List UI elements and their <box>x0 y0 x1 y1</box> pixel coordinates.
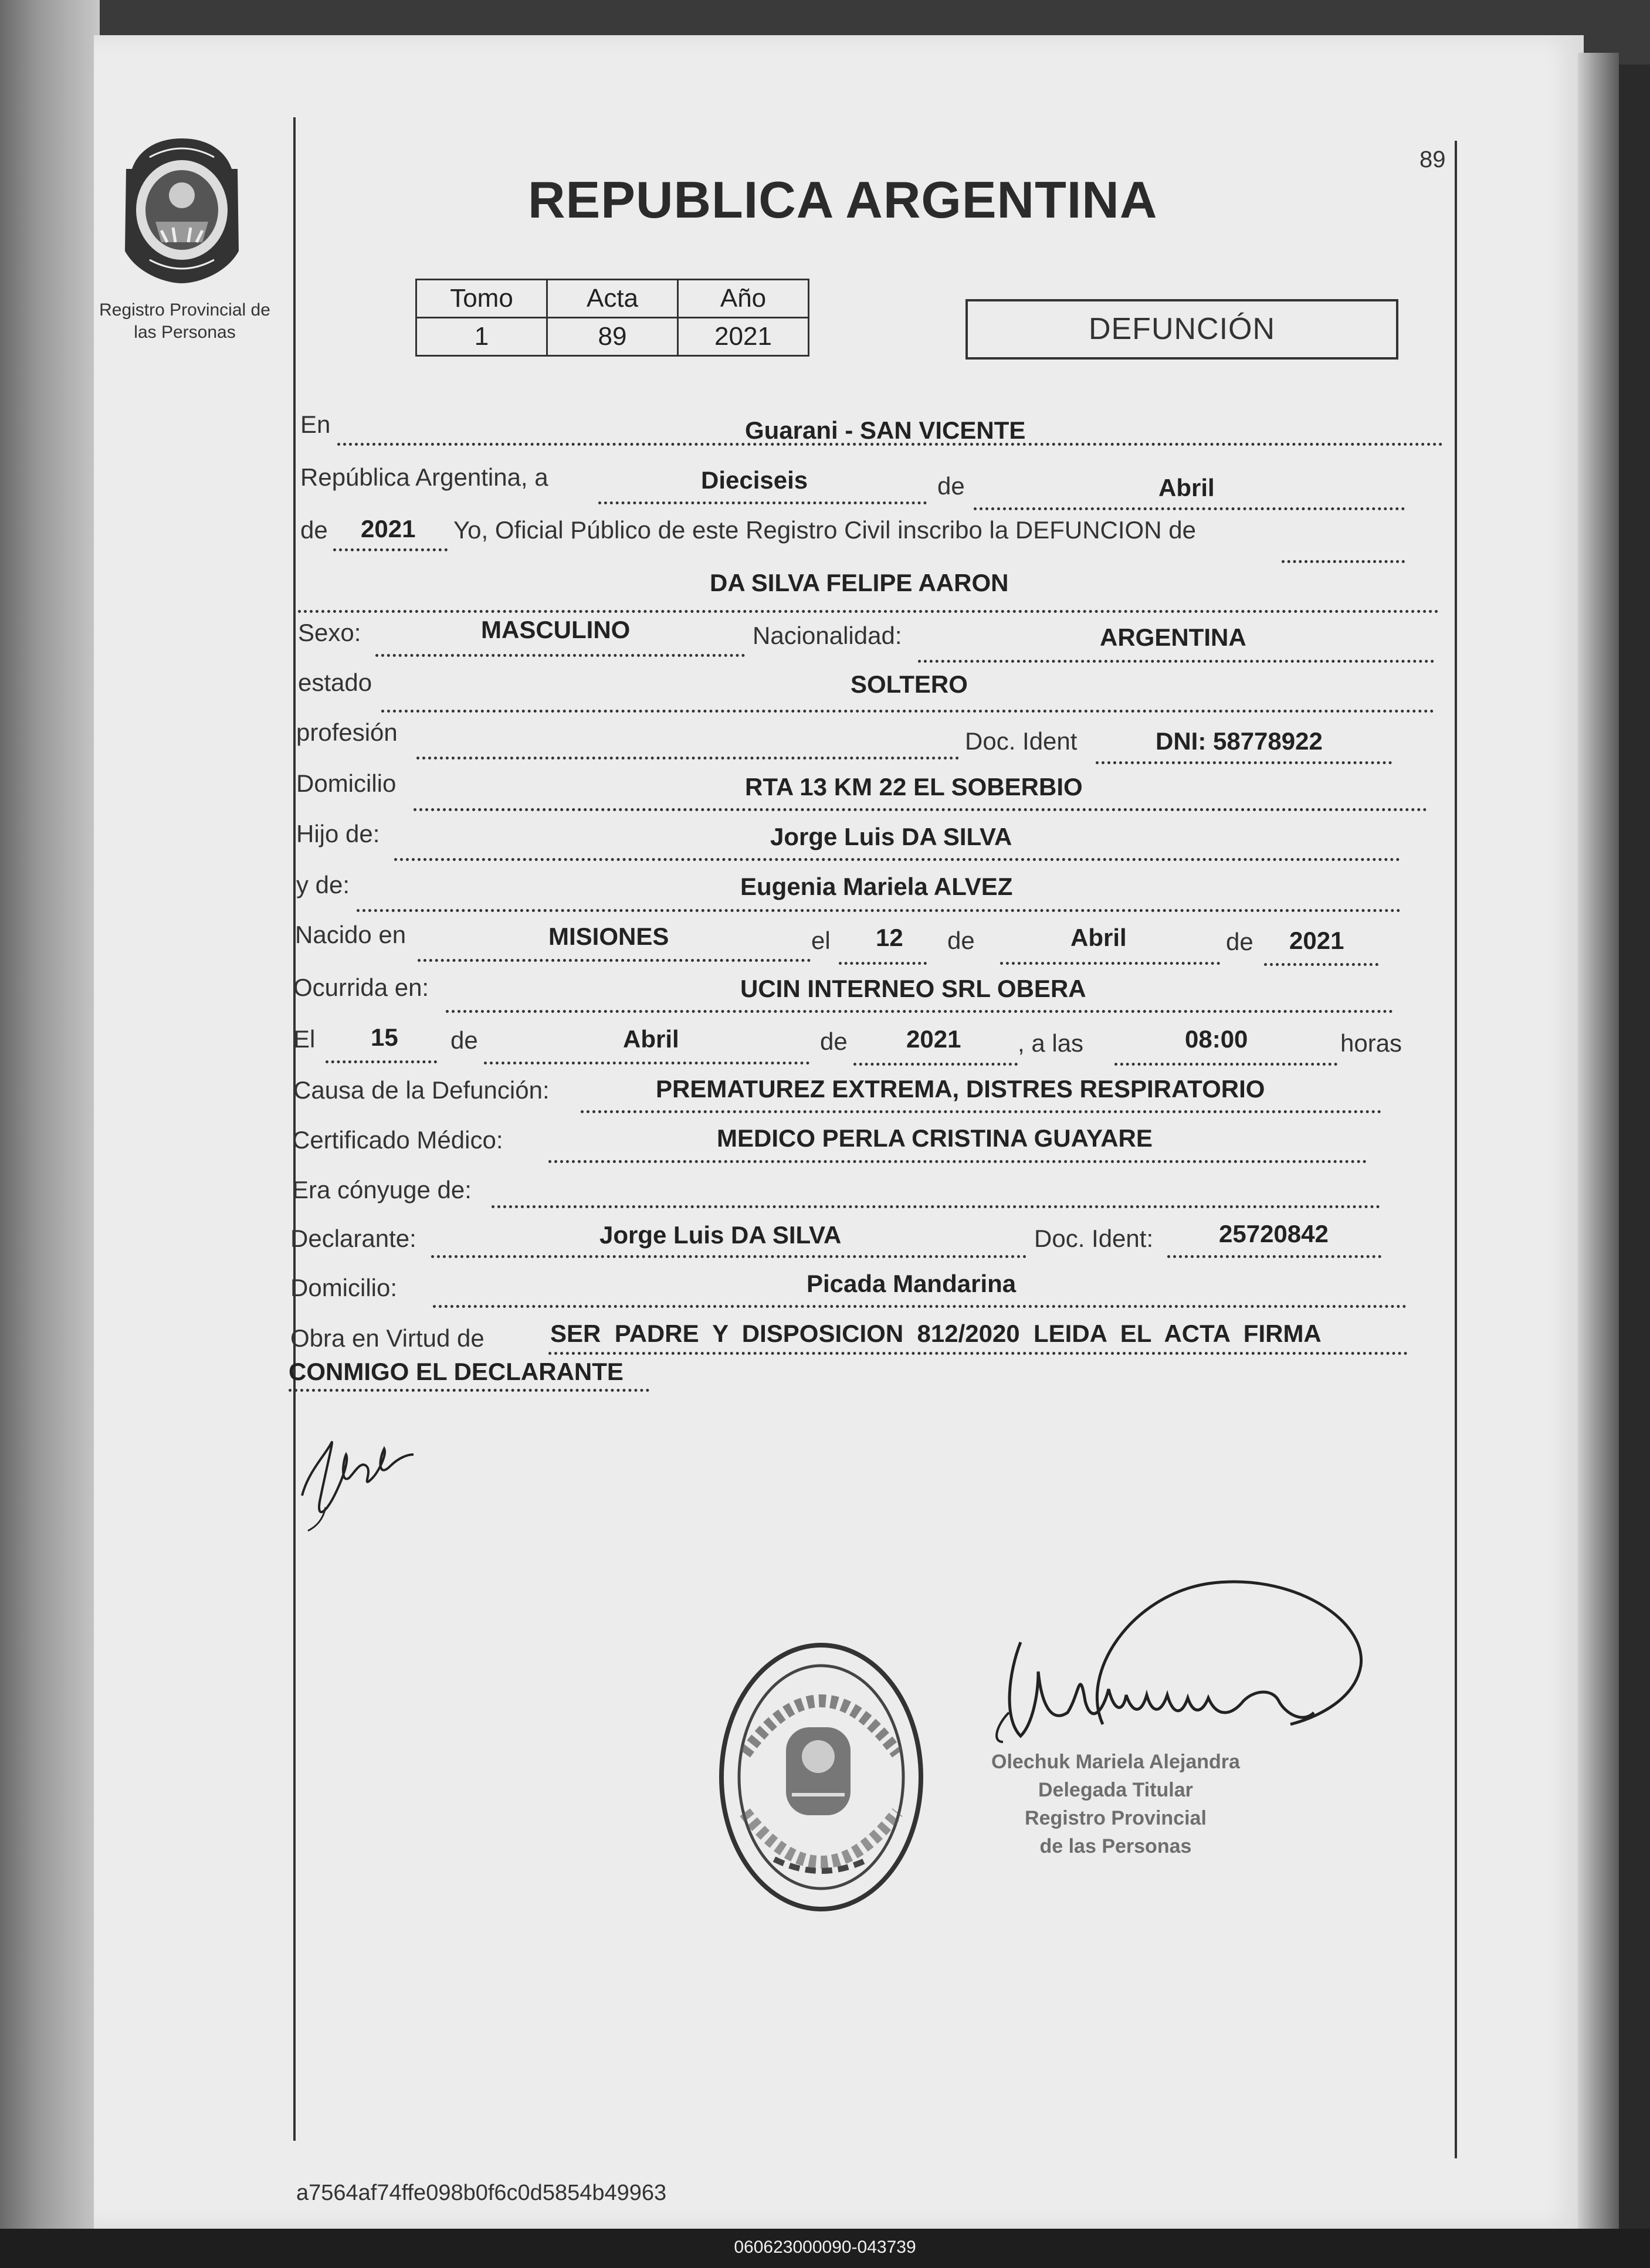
value-sexo: MASCULINO <box>481 616 631 643</box>
label-estado: estado <box>298 669 372 696</box>
value-ocurrida: UCIN INTERNEO SRL OBERA <box>740 975 1086 1002</box>
dotted-line <box>974 507 1405 510</box>
dotted-line <box>839 962 927 965</box>
page-stack-edge <box>1578 53 1619 2240</box>
dotted-line <box>416 757 959 760</box>
dotted-line <box>484 1062 809 1064</box>
index-value-anio: 2021 <box>678 318 809 356</box>
value-nacionalidad: ARGENTINA <box>1100 623 1246 651</box>
label-nacido-en: Nacido en <box>295 921 406 948</box>
registry-name: Registro Provincial de las Personas <box>99 300 270 342</box>
value-lugar: Guarani - SAN VICENTE <box>745 416 1026 444</box>
value-anio: 2021 <box>361 515 416 543</box>
value-nacido-lugar: MISIONES <box>548 923 669 950</box>
value-def-hora: 08:00 <box>1185 1025 1248 1053</box>
dotted-line <box>1114 1063 1337 1066</box>
value-domicilio: RTA 13 KM 22 EL SOBERBIO <box>745 773 1083 801</box>
dotted-line <box>433 1305 1407 1308</box>
dotted-line <box>298 610 1439 613</box>
label-ocurrida-en: Ocurrida en: <box>293 974 429 1001</box>
dotted-line <box>381 710 1434 713</box>
value-declarante: Jorge Luis DA SILVA <box>599 1221 842 1249</box>
dotted-line <box>289 1389 649 1392</box>
label-de: de <box>937 472 965 500</box>
label-domicilio2: Domicilio: <box>290 1274 398 1301</box>
dotted-line <box>394 858 1400 861</box>
label-doc-ident2: Doc. Ident: <box>1034 1225 1154 1252</box>
dotted-line <box>1282 560 1405 563</box>
index-value-tomo: 1 <box>416 318 547 356</box>
registry-stamp <box>710 1636 933 1918</box>
label-sexo: Sexo: <box>298 619 361 646</box>
label-de-o1: de <box>450 1026 478 1054</box>
dotted-line <box>326 1060 437 1063</box>
value-causa: PREMATUREZ EXTREMA, DISTRES RESPIRATORIO <box>656 1075 1265 1103</box>
dotted-line <box>446 1010 1393 1013</box>
document-title: REPUBLICA ARGENTINA <box>528 171 1158 229</box>
index-header-acta: Acta <box>547 280 678 318</box>
label-certificado: Certificado Médico: <box>292 1126 503 1154</box>
value-certificado: MEDICO PERLA CRISTINA GUAYARE <box>717 1124 1153 1152</box>
dotted-line <box>548 1352 1408 1355</box>
value-declarante-domicilio: Picada Mandarina <box>807 1270 1017 1297</box>
official-signature <box>985 1548 1384 1771</box>
label-nacionalidad: Nacionalidad: <box>753 622 902 649</box>
label-declarante: Declarante: <box>290 1225 416 1252</box>
dotted-line <box>918 660 1434 663</box>
dotted-line <box>1096 761 1392 764</box>
value-nombre: DA SILVA FELIPE AARON <box>710 569 1009 596</box>
book-cover-edge <box>1619 65 1650 2235</box>
label-el: el <box>811 927 831 954</box>
value-dia-letras: Dieciseis <box>701 466 808 494</box>
index-header-anio: Año <box>678 280 809 318</box>
record-type-box: DEFUNCIÓN <box>965 299 1398 360</box>
label-conyuge: Era cónyuge de: <box>292 1176 472 1204</box>
left-page-edge <box>0 0 100 2268</box>
page-number: 89 <box>1419 147 1446 172</box>
value-padre: Jorge Luis DA SILVA <box>770 823 1012 850</box>
dotted-line <box>375 654 745 657</box>
value-estado: SOLTERO <box>851 670 968 698</box>
value-mes: Abril <box>1158 474 1215 501</box>
dotted-line <box>431 1255 1026 1258</box>
label-horas: horas <box>1340 1029 1402 1057</box>
official-name-block: Olechuk Mariela Alejandra Delegada Titular Registro Provincial de las Personas <box>991 1751 1240 1857</box>
dotted-line <box>1264 963 1378 966</box>
label-de-o2: de <box>820 1028 848 1055</box>
dotted-line <box>598 501 927 504</box>
label-el-cap: El <box>293 1025 316 1053</box>
dotted-line <box>333 548 448 551</box>
dotted-line <box>414 808 1427 811</box>
declarant-signature <box>290 1419 425 1537</box>
right-margin-line <box>1455 141 1457 2158</box>
dotted-line <box>853 1063 1018 1066</box>
value-def-mes: Abril <box>623 1025 679 1053</box>
label-yo: Yo, Oficial Público de este Registro Civil inscribo la DEFUNCION de <box>453 516 1196 544</box>
value-def-anio: 2021 <box>906 1025 961 1053</box>
label-en: En <box>300 411 331 438</box>
value-obra-line2: CONMIGO EL DECLARANTE <box>289 1358 624 1385</box>
value-doc: DNI: 58778922 <box>1156 727 1323 755</box>
index-header-tomo: Tomo <box>416 280 547 318</box>
dotted-line <box>357 909 1401 912</box>
label-hijo-de: Hijo de: <box>296 820 380 847</box>
document-hash: a7564af74ffe098b0f6c0d5854b49963 <box>296 2181 667 2205</box>
value-nacido-mes: Abril <box>1070 924 1127 951</box>
value-def-dia: 15 <box>371 1023 398 1051</box>
value-nacido-dia: 12 <box>876 924 903 951</box>
label-a-las: , a las <box>1018 1029 1084 1057</box>
record-index-table <box>415 279 809 357</box>
dotted-line <box>581 1110 1381 1113</box>
label-obra: Obra en Virtud de <box>290 1324 485 1352</box>
dotted-line <box>418 959 811 962</box>
scan-code: 060623000090-043739 <box>734 2238 916 2257</box>
dotted-line <box>1167 1255 1381 1258</box>
value-obra-line1: SER PADRE Y DISPOSICION 812/2020 LEIDA EL ACTA FIRMA <box>550 1320 1322 1347</box>
label-de2: de <box>300 516 328 544</box>
dotted-line <box>548 1160 1367 1163</box>
label-doc-ident: Doc. Ident <box>965 727 1078 755</box>
dotted-line <box>492 1205 1380 1208</box>
label-profesion: profesión <box>296 718 398 746</box>
label-causa: Causa de la Defunción: <box>293 1076 550 1104</box>
value-nacido-anio: 2021 <box>1289 927 1344 954</box>
label-de-n2: de <box>1226 928 1253 955</box>
label-de-n1: de <box>947 927 975 954</box>
dotted-line <box>1000 962 1220 965</box>
province-seal-logo <box>114 134 249 286</box>
value-madre: Eugenia Mariela ALVEZ <box>740 873 1013 900</box>
label-domicilio: Domicilio <box>296 769 397 797</box>
index-value-acta: 89 <box>547 318 678 356</box>
label-y-de: y de: <box>296 871 350 899</box>
label-republica: República Argentina, a <box>300 463 548 491</box>
value-declarante-doc: 25720842 <box>1219 1220 1329 1247</box>
